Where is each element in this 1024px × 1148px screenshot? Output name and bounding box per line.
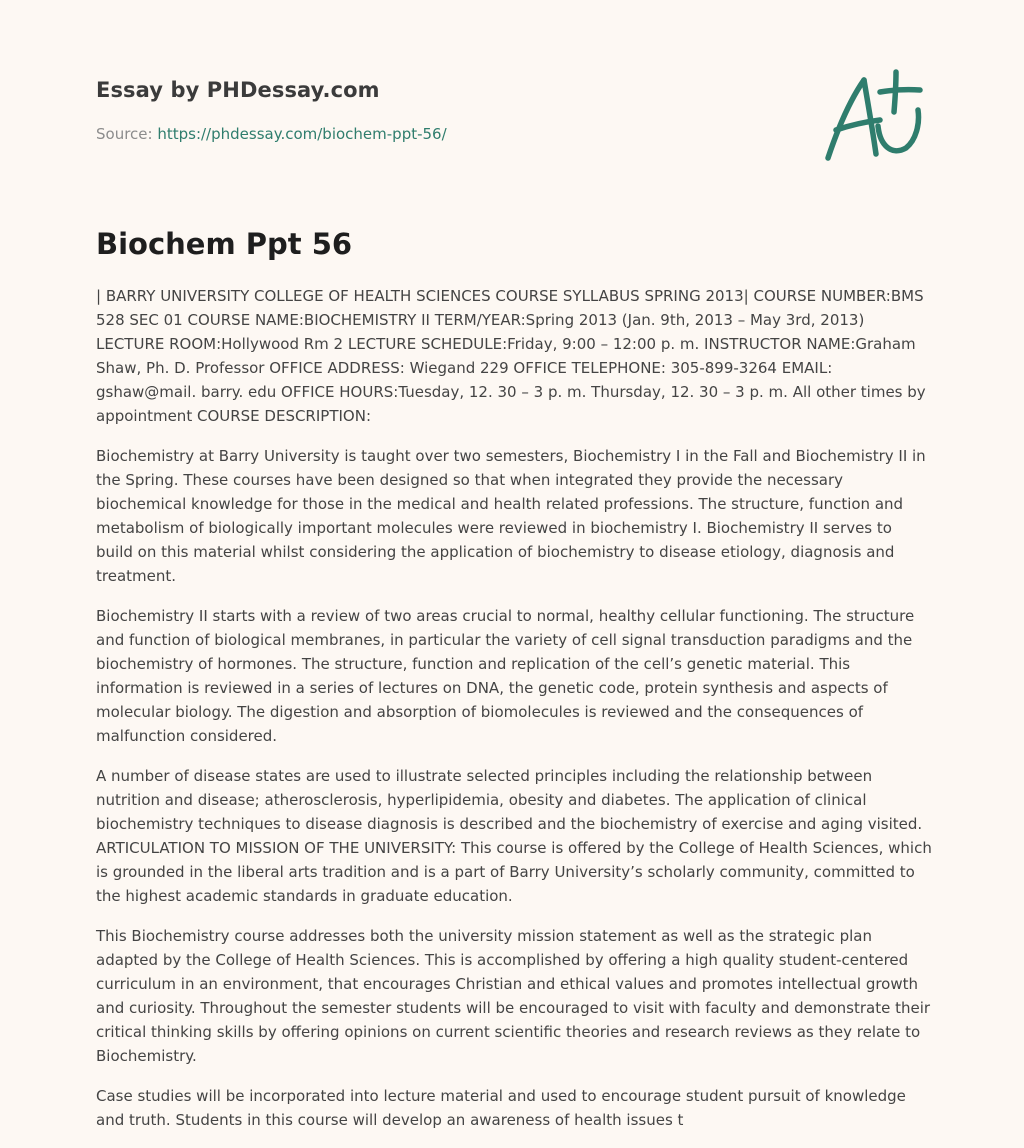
site-title: Essay by PHDessay.com (96, 78, 380, 102)
source-line (96, 124, 447, 144)
essay-paragraph: A number of disease states are used to illustrate selected principles including the relationship between nutrition and disease; atherosclerosis, hyperlipidemia, obesity and diabetes. The application of clinical biochemistry techniques to disease diagnosis is described and the biochemistry of exercise and aging visited. ARTICULATION TO MISSION OF THE UNIVERSITY: This course is offered by the College of Health Sciences, which is grounded in the liberal arts tradition and is a part of Barry University’s scholarly community, committed to the highest academic standards in graduate education. (96, 767, 932, 905)
essay-paragraph: Case studies will be incorporated into lecture material and used to encourage student pursuit of knowledge and truth. Students in this course will develop an awareness of health issues t (96, 1087, 906, 1129)
essay-paragraph: This Biochemistry course addresses both the university mission statement as well as the strategic plan adapted by the College of Health Sciences. This is accomplished by offering a high quality student-centered curriculum in an environment, that encourages Christian and ethical values and promotes intellectual growth and curiosity. Throughout the semester students will be encouraged to visit with faculty and demonstrate their critical thinking skills by offering opinions on current scientific theories and research reviews as they relate to Biochemistry. (96, 927, 931, 1065)
essay-title: Biochem Ppt 56 (96, 227, 353, 261)
source-link[interactable]: https://phdessay.com/biochem-ppt-56/ (157, 125, 447, 143)
source-label: Source: (96, 125, 158, 143)
essay-paragraph: Biochemistry II starts with a review of two areas crucial to normal, healthy cellular functioning. The structure and function of biological membranes, in particular the variety of cell signal transduction paradigms and the biochemistry of hormones. The structure, function and replication of the cell’s genetic material. This information is reviewed in a series of lectures on DNA, the genetic code, protein synthesis and aspects of molecular biology. The digestion and absorption of biomolecules is reviewed and the consequences of malfunction considered. (96, 607, 915, 745)
essay-paragraph: Biochemistry at Barry University is taught over two semesters, Biochemistry I in the Fall and Biochemistry II in the Spring. These courses have been designed so that when integrated they provide the necessary biochemical knowledge for those in the medical and health related professions. The structure, function and metabolism of biologically important molecules were reviewed in biochemistry I. Biochemistry II serves to build on this material whilst considering the application of biochemistry to disease etiology, diagnosis and treatment. (96, 447, 926, 585)
essay-body (96, 284, 932, 1148)
a-plus-grade-icon (818, 64, 930, 168)
essay-paragraph: | BARRY UNIVERSITY COLLEGE OF HEALTH SCIENCES COURSE SYLLABUS SPRING 2013| COURSE NUMBER:BMS 528 SEC 01 COURSE NAME:BIOCHEMISTRY II TERM/YEAR:Spring 2013 (Jan. 9th, 2013 – May 3rd, 2013) LECTURE ROOM:Hollywood Rm 2 LECTURE SCHEDULE:Friday, 9:00 – 12:00 p. m. INSTRUCTOR NAME:Graham Shaw, Ph. D. Professor OFFICE ADDRESS: Wiegand 229 OFFICE TELEPHONE: 305-899-3264 EMAIL: gshaw@mail. barry. edu OFFICE HOURS:Tuesday, 12. 30 – 3 p. m. Thursday, 12. 30 – 3 p. m. All other times by appointment COURSE DESCRIPTION: (96, 287, 926, 425)
